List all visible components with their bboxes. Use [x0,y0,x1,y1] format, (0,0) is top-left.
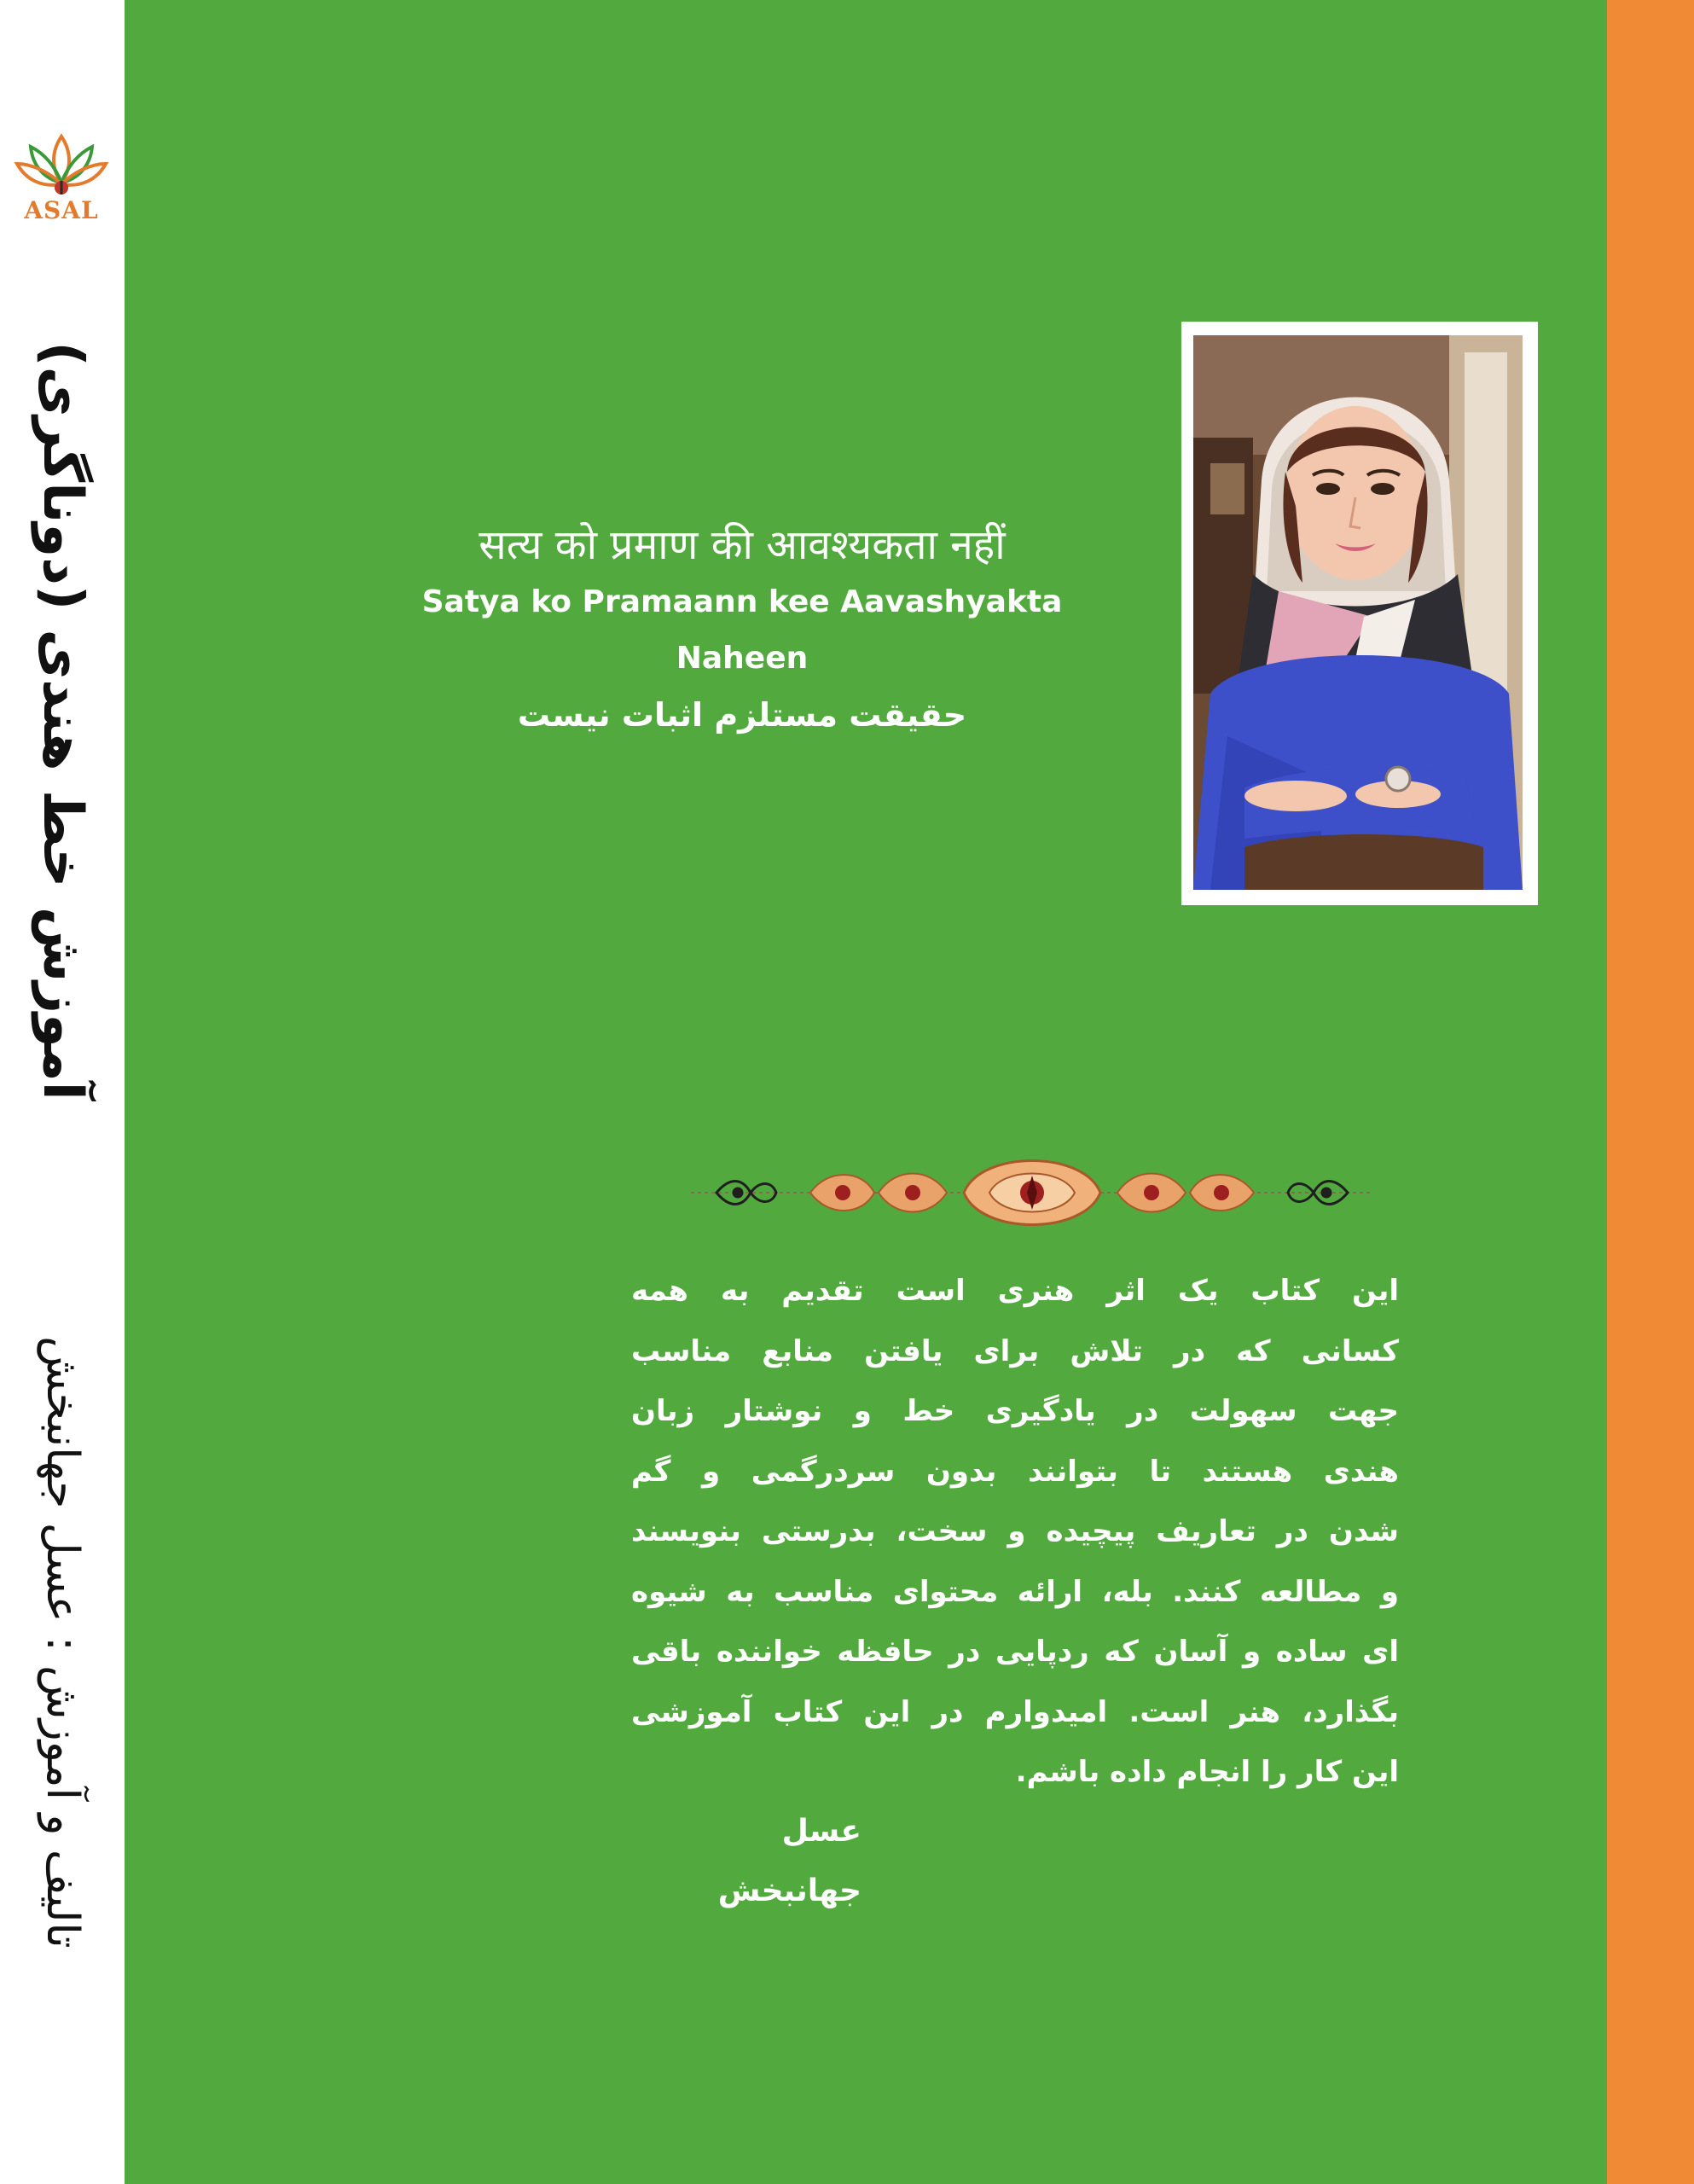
publisher-logo [10,119,113,230]
quote-hindi: सत्य को प्रमाण की आवश्यकता नहीं [479,521,1006,569]
quote-transliteration: Satya ko Pramaann kee Aavashyakta Naheen [421,584,1063,676]
back-cover-paragraph [631,1261,1399,1803]
paragraph-line: شدن در تعاریف پیچیده و سخت، بدرستی بنویسند [631,1514,1399,1548]
paragraph-line: جهت سهولت در یادگیری خط و نوشتار زبان [631,1394,1399,1428]
author-photo-frame [1181,322,1538,905]
paragraph-line: کسانی که در تلاش برای یافتن منابع مناسب [631,1333,1399,1368]
paragraph-line: و مطالعه کنند. بله، ارائه محتوای مناسب به شیوه [631,1574,1399,1609]
spine-author: تالیف و آموزش : عسل جهانبخش [37,1336,88,1949]
paragraph-line: این کار را انجام داده باشم. [1015,1755,1399,1789]
author-signature: عسل جهانبخش [717,1814,862,1908]
publisher-name: ASAL [24,196,99,224]
paragraph-line: بگذارد، هنر است. امیدوارم در این کتاب آموزشی [631,1694,1399,1729]
quote-block [358,516,1126,743]
author-photo [1193,335,1523,890]
persian-ornament-divider [691,1143,1373,1242]
spine-title: آموزش خط هندی (دوناگری) [31,341,94,1101]
book-spine [0,0,125,2184]
ornament-divider [691,1143,1373,1242]
paragraph-line: این کتاب یک اثر هنری است تقدیم به همه [631,1274,1399,1308]
orange-edge-strip [1607,0,1694,2184]
paragraph-line: ای ساده و آسان که ردپایی در حافظه خواننده باقی [631,1635,1399,1669]
paragraph-line: هندی هستند تا بتوانند بدون سردرگمی و گم [631,1454,1399,1489]
quote-persian: حقیقت مستلزم اثبات نیست [517,696,967,734]
portrait-image [1193,335,1523,890]
